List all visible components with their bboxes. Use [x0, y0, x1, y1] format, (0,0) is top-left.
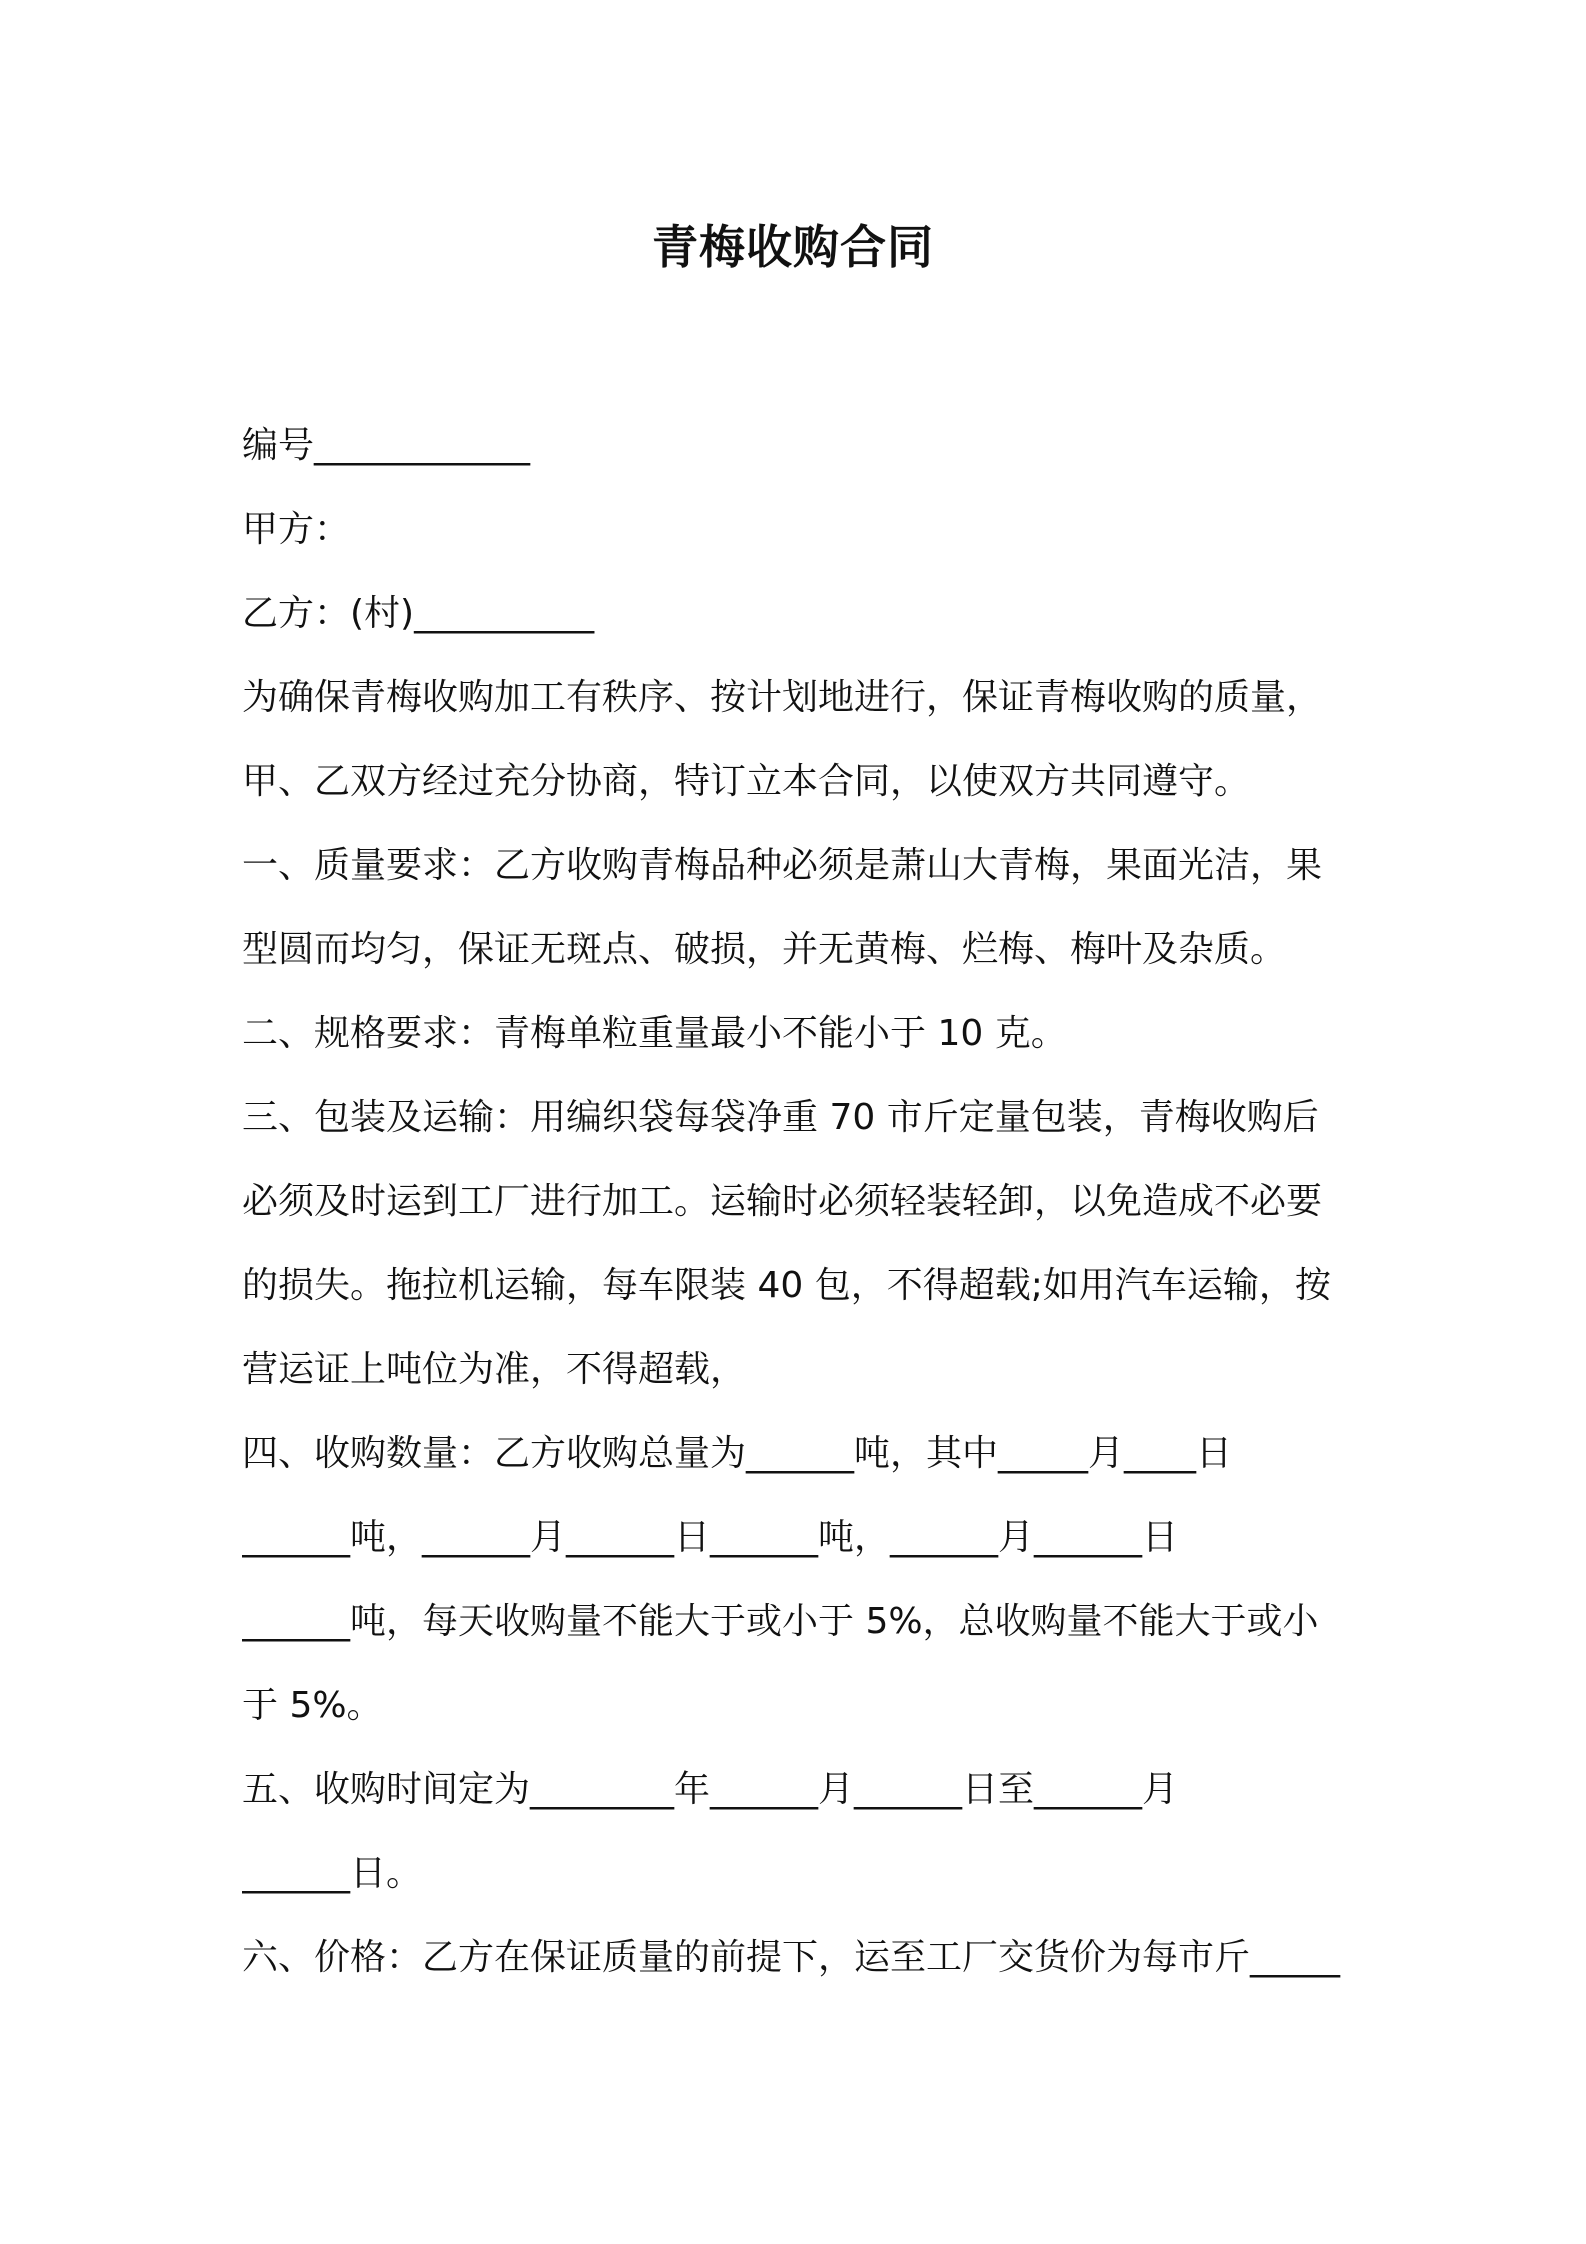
clause-time-line: ______日。: [242, 1853, 423, 1894]
party-a-line: 甲方：: [242, 509, 351, 550]
clause-packaging-line: 营运证上吨位为准，不得超载，: [242, 1349, 747, 1390]
clause-quantity-line: ______吨，______月______日______吨，______月______日: [242, 1517, 1178, 1558]
clause-time-line: 五、收购时间定为________年______月______日至______月: [242, 1769, 1179, 1810]
party-b-line: 乙方：(村)__________: [242, 593, 595, 634]
contract-number-line: 编号____________: [242, 425, 531, 466]
clause-packaging-line: 三、包装及运输：用编织袋每袋净重 70 市斤定量包装，青梅收购后: [242, 1097, 1319, 1138]
clause-quantity-line: ______吨，每天收购量不能大于或小于 5%，总收购量不能大于或小: [242, 1601, 1319, 1642]
clause-packaging-line: 必须及时运到工厂进行加工。运输时必须轻装轻卸，以免造成不必要: [242, 1181, 1323, 1222]
preamble-line: 为确保青梅收购加工有秩序、按计划地进行，保证青梅收购的质量，: [242, 677, 1323, 718]
preamble-line: 甲、乙双方经过充分协商，特订立本合同，以使双方共同遵守。: [242, 761, 1251, 802]
clause-quantity-line: 于 5%。: [242, 1685, 383, 1726]
clause-price-line: 六、价格：乙方在保证质量的前提下，运至工厂交货价为每市斤_____: [242, 1937, 1341, 1978]
document-body: [242, 404, 1362, 2000]
clause-quality-line: 一、质量要求：乙方收购青梅品种必须是萧山大青梅，果面光洁，果: [242, 845, 1323, 886]
clause-packaging-line: 的损失。拖拉机运输，每车限装 40 包，不得超载;如用汽车运输，按: [242, 1265, 1331, 1306]
clause-quantity-line: 四、收购数量：乙方收购总量为______吨，其中_____月____日: [242, 1433, 1233, 1474]
clause-quality-line: 型圆而均匀，保证无斑点、破损，并无黄梅、烂梅、梅叶及杂质。: [242, 929, 1287, 970]
clause-spec-line: 二、规格要求：青梅单粒重量最小不能小于 10 克。: [242, 1013, 1067, 1054]
page-title: 青梅收购合同: [652, 220, 934, 274]
